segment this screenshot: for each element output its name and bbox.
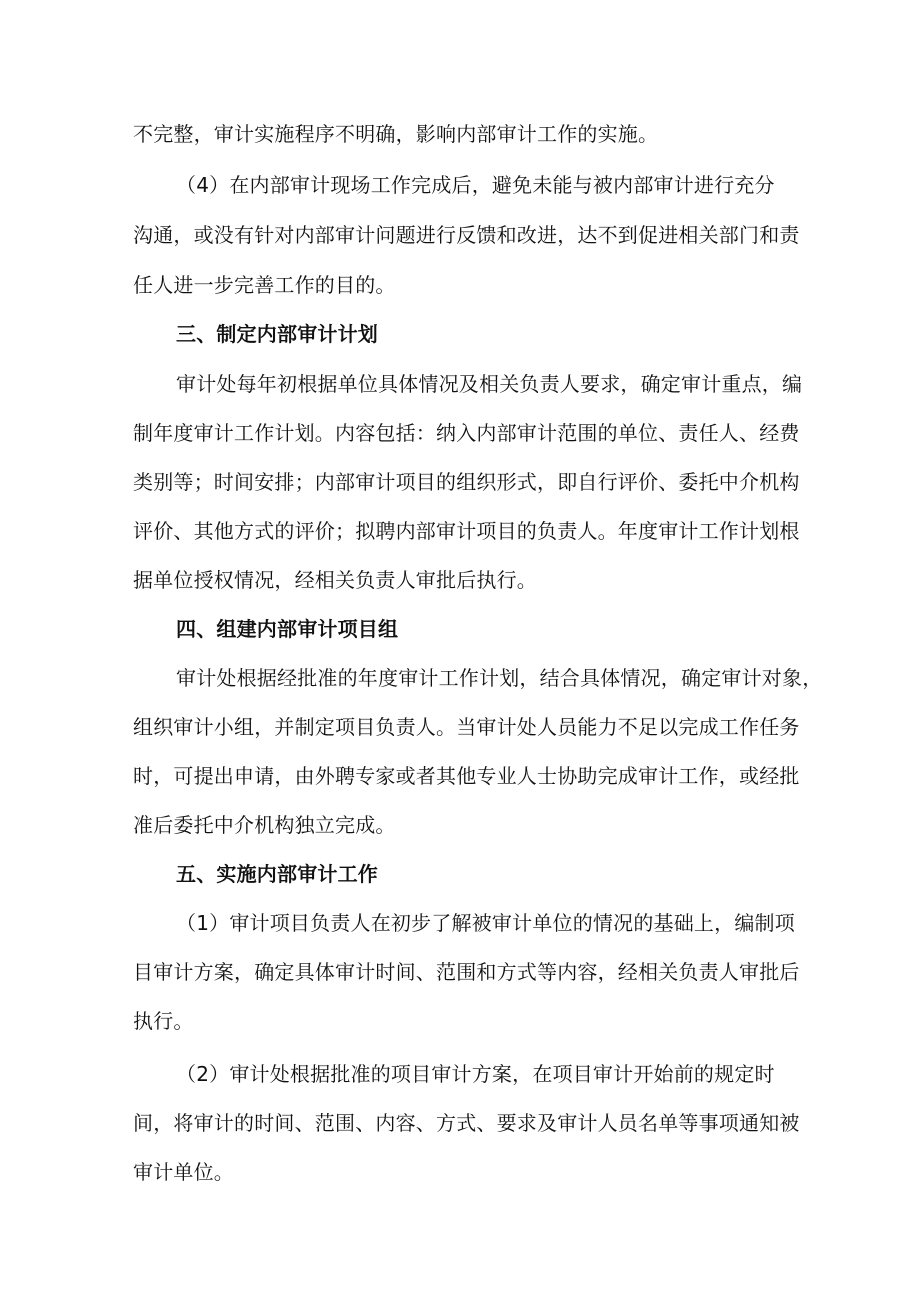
paragraph-line: 组织审计小组，并制定项目负责人。当审计处人员能力不足以完成工作任务	[133, 715, 800, 739]
paragraph-line: 不完整，审计实施程序不明确，影响内部审计工作的实施。	[133, 122, 659, 146]
paragraph-line: 据单位授权情况，经相关负责人审批后执行。	[133, 568, 537, 592]
paragraph-line: （1）审计项目负责人在初步了解被审计单位的情况的基础上，编制项	[176, 911, 795, 935]
section-heading: 三、制定内部审计计划	[176, 322, 378, 346]
paragraph-line: （4）在内部审计现场工作完成后，避免未能与被内部审计进行充分	[176, 173, 775, 197]
section-heading: 五、实施内部审计工作	[176, 862, 378, 886]
paragraph-line: 评价、其他方式的评价；拟聘内部审计项目的负责人。年度审计工作计划根	[133, 519, 800, 543]
paragraph-line: 准后委托中介机构独立完成。	[133, 813, 396, 837]
paragraph-line: 间，将审计的时间、范围、内容、方式、要求及审计人员名单等事项通知被	[133, 1111, 800, 1135]
paragraph-line: 审计处根据经批准的年度审计工作计划，结合具体情况，确定审计对象，	[176, 666, 823, 690]
paragraph-line: 制年度审计工作计划。内容包括：纳入内部审计范围的单位、责任人、经费	[133, 421, 800, 445]
paragraph-line: 任人进一步完善工作的目的。	[133, 273, 396, 297]
paragraph-line: 目审计方案，确定具体审计时间、范围和方式等内容，经相关负责人审批后	[133, 960, 800, 984]
paragraph-line: 时，可提出申请，由外聘专家或者其他专业人士协助完成审计工作，或经批	[133, 764, 800, 788]
section-heading: 四、组建内部审计项目组	[176, 617, 399, 641]
paragraph-line: 类别等；时间安排；内部审计项目的组织形式，即自行评价、委托中介机构	[133, 470, 800, 494]
paragraph-line: （2）审计处根据批准的项目审计方案，在项目审计开始前的规定时	[176, 1062, 775, 1086]
paragraph-line: 执行。	[133, 1009, 194, 1033]
paragraph-line: 审计单位。	[133, 1160, 234, 1184]
paragraph-line: 沟通，或没有针对内部审计问题进行反馈和改进，达不到促进相关部门和责	[133, 223, 800, 247]
paragraph-line: 审计处每年初根据单位具体情况及相关负责人要求，确定审计重点，编	[176, 372, 803, 396]
